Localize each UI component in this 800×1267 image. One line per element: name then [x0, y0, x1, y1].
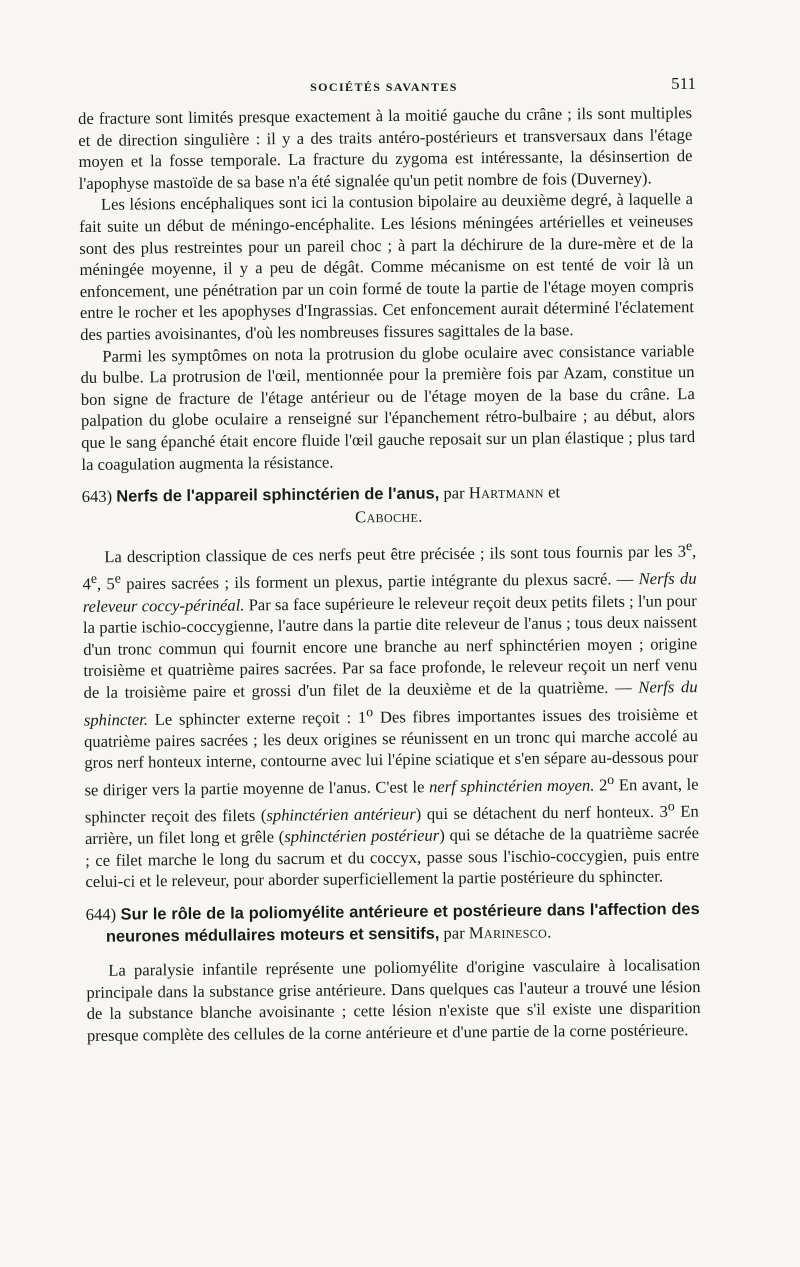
running-head: [78, 74, 696, 98]
paragraph-symptoms: Parmi les symptômes on nota la protrusion du globe oculaire avec consistance variable du bulbe. La protrusion de l'œil, mentionnée pour la première fois par Azam, constitue un bon signe de fracture de l'étage antérieur ou de l'étage moyen de la base du crâne. La palpation du globe oculaire a renseigné sur l'épanchement rétro-bulbaire ; au début, alors que le sang épanché était encore fluide l'œil gauche reposait sur un plan élastique ; plus tard la coagulation augmenta la résistance.: [80, 340, 696, 474]
entry-644-abstract: La paralysie infantile représente une poliomyélite d'origine vasculaire à localisation principale dans la substance grise antérieure. Dans quelques cas l'auteur a trouvé une lésion de la substance blanche avoisinante ; cette lésion n'existe que s'il existe une disparition presque complète des cellules de la corne antérieure et d'une partie de la corne postérieure.: [86, 955, 701, 1045]
entry-644-heading: [86, 898, 700, 949]
paragraph-fracture: de fracture sont limités presque exactement à la moitié gauche du crâne ; ils sont multiples et de direction singulière : il y a des traits antéro-postérieurs et transversaux dans l'étage moyen et la fosse temporale. La fracture du zygoma est intéressante, la désinsertion de l'apophyse mastoïde de sa base n'a été signalée qu'un petit nombre de fois (Duverney).: [78, 103, 693, 193]
entry-643-number: 643): [81, 486, 113, 507]
entry-644-number: 644): [85, 904, 117, 924]
paragraph-lesions: Les lésions encéphaliques sont ici la contusion bipolaire au deuxième degré, à laquelle a fait suite un début de méningo-encéphalite. Les lésions méningées artérielles et veineuses sont des plus restreintes pour un pareil choc ; à part la déchirure de la dure-mère et de la méningée moyenne, il y a peu de dégât. Comme mécanisme on est tenté de voir là un enfoncement, une pénétration par un coin formé de toute la partie de l'étage moyen compris entre le rocher et les apophyses d'Ingrassias. Cet enfoncement aurait déterminé l'éclatement des parties avoisinantes, d'où les nombreuses fissures sagittales de la base.: [79, 189, 695, 344]
entry-644-author: Marinesco.: [468, 922, 552, 943]
entry-643-and: et: [547, 482, 561, 502]
entry-643-abstract: La description classique de ces nerfs peut être précisée ; ils sont tous fournis par les 3e, 4e, 5e paires sacrées ; ils forment un plexus, partie intégrante du plexus sacré. — Nerfs du releveur coccy-périnéal. Par sa face supérieure le releveur reçoit deux petits filets ; l'un pour la partie ischio-coccygienne, l'autre dans la partie dite releveur de l'anus ; tous deux naissent d'un tronc commun qui fournit encore une branche au nerf sphinctérien moyen ; origine troisième et quatrième paires sacrées. Par sa face profonde, le releveur reçoit un nerf venu de la troisième paire et grossi d'un filet de la deuxième et de la quatrième. — Nerfs du sphincter. Le sphincter externe reçoit : 1$^o$ Des fibres importantes issues des troisième et quatrième paires sacrées ; les deux origines se réunissent en un tronc qui marche accolé au gros nerf honteux interne, contourne avec lui l'épine sciatique et s'en sépare au-dessous pour se diriger vers la partie moyenne de l'anus. C'est le nerf sphinctérien moyen. 2$^o$ En avant, le sphincter reçoit des filets (sphinctérien antérieur) qui se détachent du nerf honteux. 3$^o$ En arrière, un filet long et grêle (sphinctérien postérieur) qui se détache de la quatrième sacrée ; ce filet marche le long du sacrum et du coccyx, passe sous l'ischio-coccygien, puis entre celui-ci et le releveur, pour aborder superficiellement la partie postérieure du sphincter.: [82, 538, 700, 892]
running-title: SOCIÉTÉS SAVANTES: [310, 80, 458, 94]
entry-643-by: par: [443, 483, 465, 503]
entry-643-author-2: Caboche.: [354, 506, 423, 527]
body-text: [78, 102, 701, 1046]
entry-644-title: Sur le rôle de la poliomyélite antérieure et postérieure dans l'affection des neurones médullaires moteurs et sensitifs,: [105, 899, 700, 947]
entry-643-heading: [82, 480, 696, 530]
entry-643-author-1: Hartmann: [468, 482, 545, 503]
entry-644-by: par: [443, 923, 465, 943]
entry-643-title: Nerfs de l'appareil sphinctérien de l'anus,: [116, 484, 440, 506]
page-number: 511: [671, 74, 696, 93]
